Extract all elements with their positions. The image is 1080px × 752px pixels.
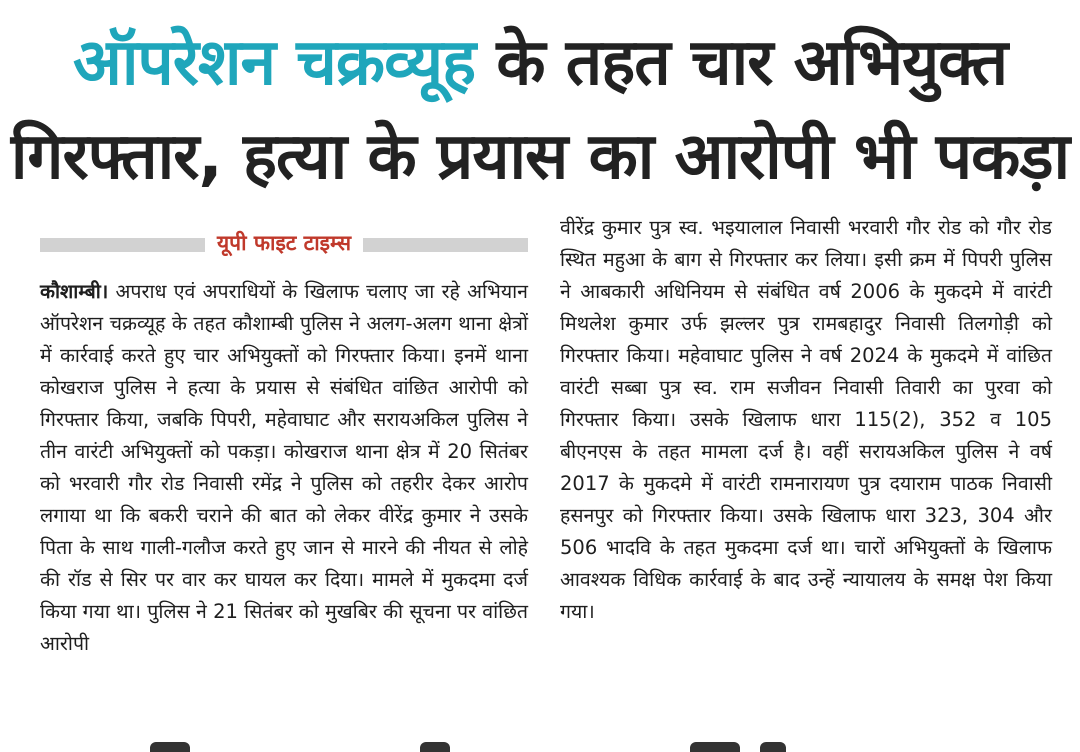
- headline-rest: के तहत चार अभियुक्त: [475, 26, 1008, 100]
- headline-accent: ऑपरेशन चक्रव्यूह: [72, 26, 476, 100]
- dateline: कौशाम्बी।: [40, 280, 109, 303]
- byline: [40, 226, 528, 260]
- headline-line-1: [0, 18, 1080, 108]
- article-left-text: अपराध एवं अपराधियों के खिलाफ चलाए जा रहे अभियान ऑपरेशन चक्रव्यूह के तहत कौशाम्बी पुलिस ने अलग-अलग थाना क्षेत्रों में कार्रवाई करते हुए चार अभियुक्तों को गिरफ्तार किया। इनमें थाना कोखराज पुलिस ने हत्या के प्रयास से संबंधित वांछित आरोपी को गिरफ्तार किया, जबकि पिपरी, महेवाघाट और सरायअकिल पुलिस ने तीन वारंटी अभियुक्तों को पकड़ा। कोखराज थाना क्षेत्र में 20 सितंबर को भरवारी गौर रोड निवासी रमेंद्र ने पुलिस को तहरीर देकर आरोप लगाया था कि बकरी चराने की बात को लेकर वीरेंद्र कुमार ने उसके पिता के साथ गाली-गलौज करते हुए जान से मारने की नीयत से लोहे की रॉड से सिर पर वार कर घायल कर दिया। मामले में मुकदमा दर्ज किया गया था। पुलिस ने 21 सितंबर को मुखबिर की सूचना पर वांछित आरोपी: [40, 280, 528, 655]
- next-headline-clip: [0, 742, 1080, 752]
- headline-line-2: गिरफ्तार, हत्या के प्रयास का आरोपी भी पकड़ा: [10, 120, 1070, 194]
- byline-text: यूपी फाइट टाइम्स: [205, 231, 363, 255]
- article-column-left: [40, 276, 528, 660]
- article-column-right: वीरेंद्र कुमार पुत्र स्व. भइयालाल निवासी भरवारी गौर रोड को गौर रोड स्थित महुआ के बाग से गिरफ्तार कर लिया। इसी क्रम में पिपरी पुलिस ने आबकारी अधिनियम से संबंधित वर्ष 2006 के मुकदमे में वारंटी मिथलेश कुमार उर्फ झल्लर पुत्र रामबहादुर निवासी तिलगोड़ी को गिरफ्तार किया। महेवाघाट पुलिस ने वर्ष 2024 के मुकदमे में वांछित वारंटी सब्बा पुत्र स्व. राम सजीवन निवासी तिवारी का पुरवा को गिरफ्तार किया। उसके खिलाफ धारा 115(2), 352 व 105 बीएनएस के तहत मामला दर्ज है। वहीं सरायअकिल पुलिस ने वर्ष 2017 के मुकदमे में वारंटी रामनारायण पुत्र दयाराम पाठक निवासी हसनपुर को गिरफ्तार किया। उसके खिलाफ धारा 323, 304 और 506 भादवि के तहत मुकदमा दर्ज था। चारों अभियुक्तों के खिलाफ आवश्यक विधिक कार्रवाई के बाद उन्हें न्यायालय के समक्ष पेश किया गया।: [560, 216, 1052, 623]
